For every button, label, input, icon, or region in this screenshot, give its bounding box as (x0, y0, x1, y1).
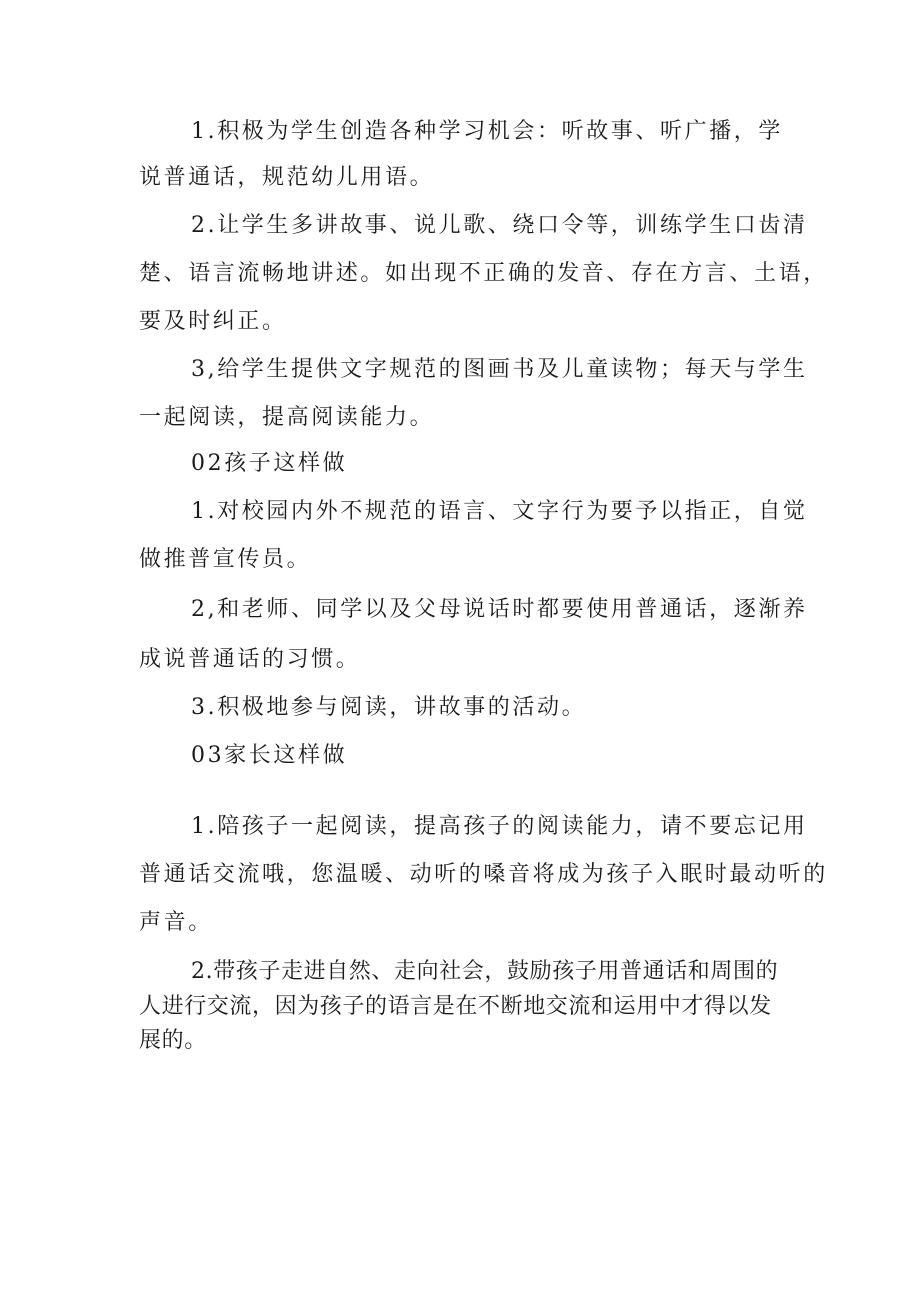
text-line: 3.积极地参与阅读，讲故事的活动。 (191, 695, 587, 720)
text-line: 2.带孩子走进自然、走向社会，鼓励孩子用普通话和周围的 (191, 959, 779, 984)
text-line: 要及时纠正。 (139, 309, 287, 334)
text-line: 说普通话，规范幼儿用语。 (139, 165, 435, 190)
section-heading: 03家长这样做 (191, 743, 348, 768)
text-line: 声音。 (139, 910, 213, 935)
text-line: 普通话交流哦，您温暖、动听的嗓音将成为孩子入眠时最动听的 (139, 862, 828, 887)
text-line: 2.让学生多讲故事、说儿歌、绕口令等，训练学生口齿清 (191, 213, 808, 238)
text-line: 做推普宣传员。 (139, 547, 312, 572)
text-line: 成说普通话的习惯。 (139, 647, 361, 672)
text-line: 一起阅读，提高阅读能力。 (139, 405, 435, 430)
text-line: 2,和老师、同学以及父母说话时都要使用普通话，逐渐养 (191, 597, 808, 622)
text-line: 1.积极为学生创造各种学习机会：听故事、听广播，学 (191, 119, 783, 144)
text-line: 1.陪孩子一起阅读，提高孩子的阅读能力，请不要忘记用 (191, 814, 808, 839)
section-heading: 02孩子这样做 (191, 451, 348, 476)
text-line: 人进行交流，因为孩子的语言是在不断地交流和运用中才得以发 (139, 994, 772, 1019)
text-line: 楚、语言流畅地讲述。如出现不正确的发音、存在方言、土语， (139, 261, 828, 286)
text-line: 展的。 (139, 1028, 207, 1053)
text-line: 3,给学生提供文字规范的图画书及儿童读物；每天与学生 (191, 357, 808, 382)
text-line: 1.对校园内外不规范的语言、文字行为要予以指正，自觉 (191, 499, 808, 524)
